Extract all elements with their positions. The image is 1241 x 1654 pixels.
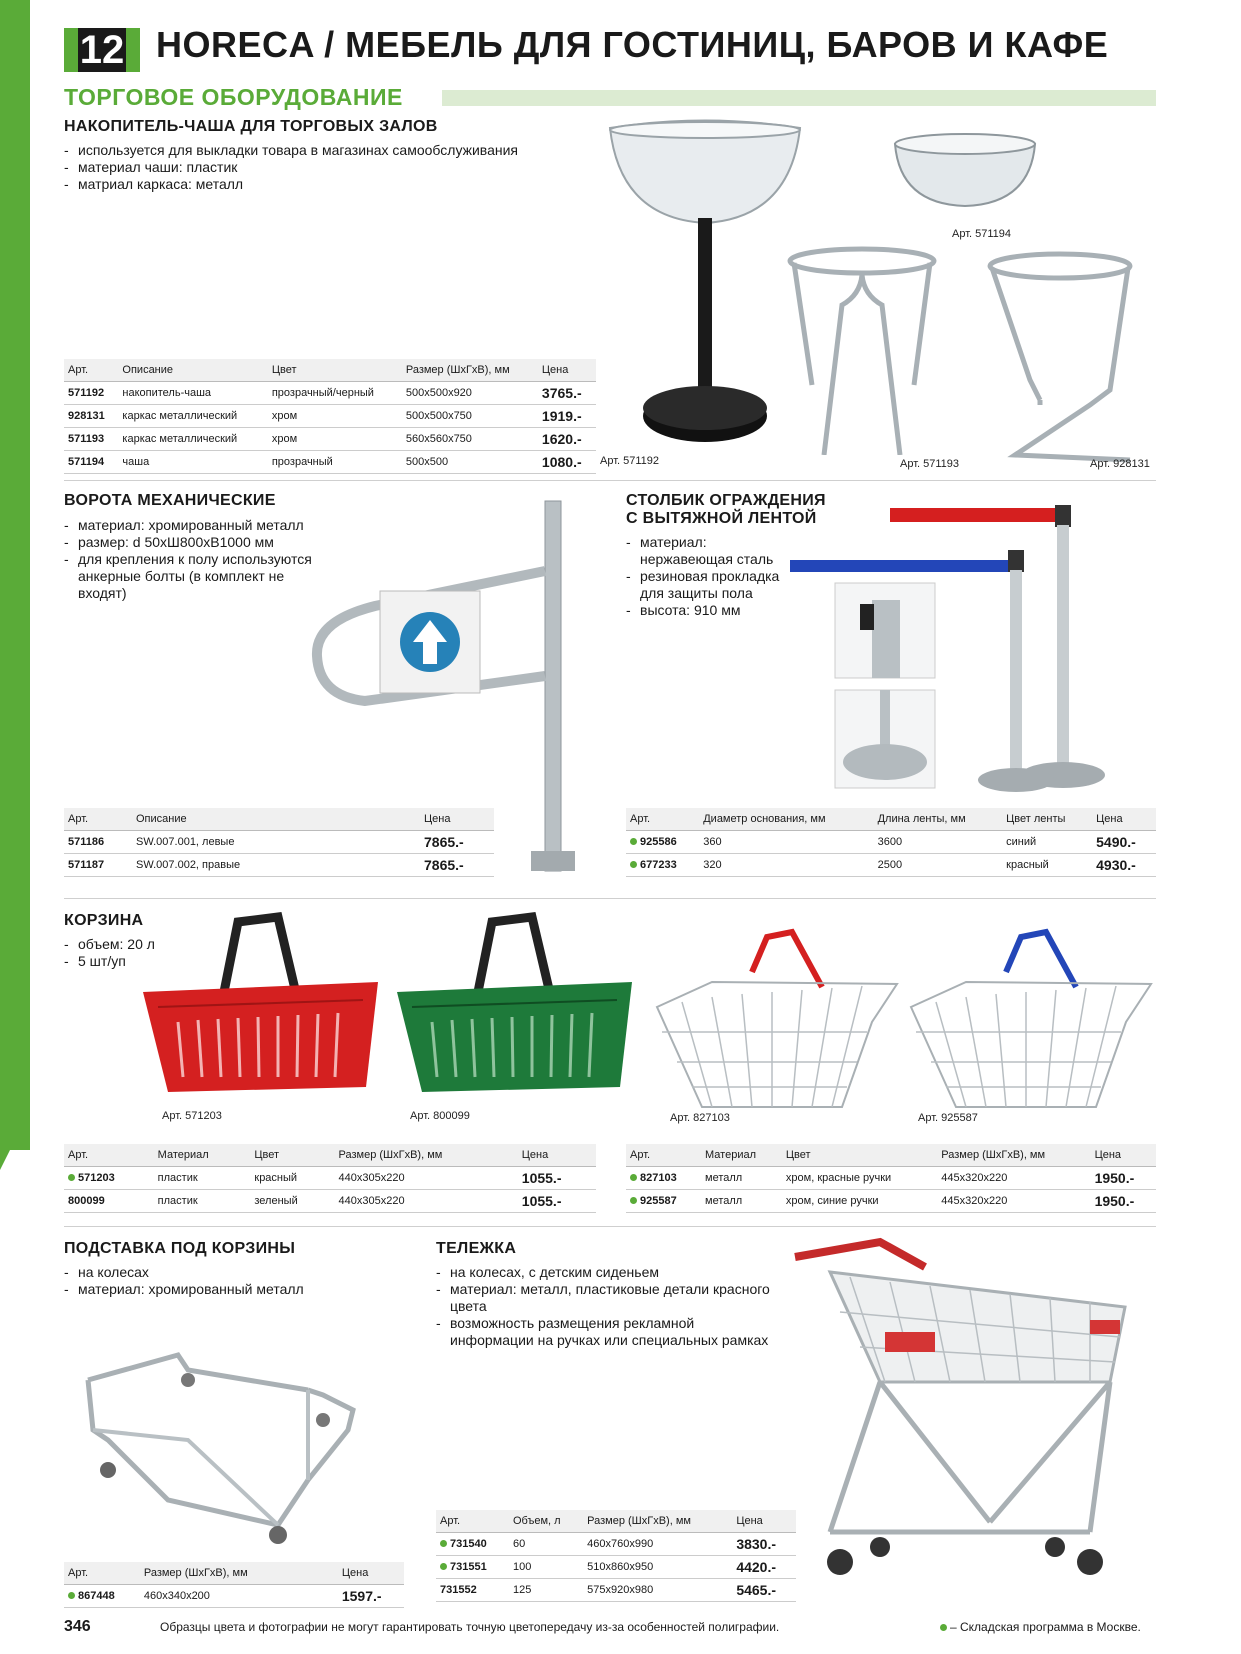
cell-volume: 100 (509, 1556, 583, 1579)
wire-basket-blue-image (906, 912, 1156, 1112)
wire-basket-red-image (652, 912, 902, 1112)
cell-price: 1919.- (538, 405, 596, 428)
col-material: Материал (701, 1144, 782, 1167)
col-color: Цвет (268, 359, 402, 382)
table-row (64, 428, 596, 451)
cell-art: 827103 (626, 1167, 701, 1190)
col-price: Цена (338, 1562, 404, 1585)
cell-art: 925587 (626, 1190, 701, 1213)
cell-price: 1080.- (538, 451, 596, 474)
col-art: Арт. (436, 1510, 509, 1533)
cell-color: прозрачный (268, 451, 402, 474)
basket-stand-image (78, 1350, 363, 1550)
bullet: - на колесах (64, 1264, 384, 1281)
divider (64, 480, 1156, 481)
stock-dot-icon (630, 1174, 637, 1181)
red-basket-image (138, 912, 388, 1112)
cell-art: 571203 (64, 1167, 154, 1190)
bowl-image (890, 126, 1040, 216)
table-row (626, 854, 1156, 877)
cell-size: 440х305х220 (335, 1190, 518, 1213)
bullet: - на колесах, с детским сиденьем (436, 1264, 776, 1281)
cell-desc: каркас металлический (118, 428, 267, 451)
col-volume: Объем, л (509, 1510, 583, 1533)
cell-art: 867448 (64, 1585, 140, 1608)
cart-table (436, 1510, 796, 1602)
table-header-row (64, 1144, 596, 1167)
stand-bullets (64, 1264, 384, 1298)
cell-price: 1055.- (518, 1167, 596, 1190)
section-subtitle: ТОРГОВОЕ ОБОРУДОВАНИЕ (64, 84, 403, 110)
stock-dot-icon (68, 1174, 75, 1181)
table-header-row (64, 1562, 404, 1585)
bullet: - для крепления к полу используются анкерные болты (в комплект не входят) (64, 551, 334, 602)
table-header-row (626, 1144, 1156, 1167)
cell-desc: SW.007.001, левые (132, 831, 420, 854)
table-row (626, 831, 1156, 854)
table-row (64, 405, 596, 428)
gate-title: ВОРОТА МЕХАНИЧЕСКИЕ (64, 492, 276, 509)
basket-table-left (64, 1144, 596, 1213)
col-size: Размер (ШхГхВ), мм (583, 1510, 732, 1533)
cell-price: 7865.- (420, 831, 494, 854)
frame-928131-image (980, 250, 1140, 465)
divider (64, 898, 1156, 899)
bullet: - возможность размещения рекламной информации на ручках или специальных рамках (436, 1315, 776, 1349)
cell-tape-color: синий (1002, 831, 1092, 854)
col-price: Цена (538, 359, 596, 382)
basket-title: КОРЗИНА (64, 912, 144, 929)
edge-tab (0, 0, 30, 1150)
cell-art: 800099 (64, 1190, 154, 1213)
stock-dot-icon (630, 1197, 637, 1204)
cell-material: металл (701, 1190, 782, 1213)
cell-color: хром, красные ручки (782, 1167, 937, 1190)
bullet: - материал чаши: пластик (64, 159, 584, 176)
col-art: Арт. (626, 808, 699, 831)
page-number: 346 (64, 1618, 91, 1635)
basket-table-right (626, 1144, 1156, 1213)
gate-table (64, 808, 494, 877)
table-row (64, 831, 494, 854)
stand-title: ПОДСТАВКА ПОД КОРЗИНЫ (64, 1240, 296, 1257)
bullet: - объем: 20 л (64, 936, 184, 953)
cell-price: 3830.- (732, 1533, 796, 1556)
bullet: - материал: нержавеющая сталь (626, 534, 786, 568)
cell-art: 731551 (436, 1556, 509, 1579)
col-price: Цена (732, 1510, 796, 1533)
cell-desc: SW.007.002, правые (132, 854, 420, 877)
col-color: Цвет (250, 1144, 334, 1167)
cell-color: красный (250, 1167, 334, 1190)
col-art: Арт. (64, 1562, 140, 1585)
stock-dot-icon (440, 1563, 447, 1570)
cell-size: 445х320х220 (937, 1167, 1090, 1190)
bullet: - размер: d 50хШ800хВ1000 мм (64, 534, 334, 551)
bullet: - высота: 910 мм (626, 602, 786, 619)
table-row (64, 1167, 596, 1190)
col-desc: Описание (132, 808, 420, 831)
cell-art: 571186 (64, 831, 132, 854)
cell-price: 1055.- (518, 1190, 596, 1213)
col-size: Размер (ШхГхВ), мм (937, 1144, 1090, 1167)
table-header-row (64, 808, 494, 831)
stand-table (64, 1562, 404, 1608)
col-material: Материал (154, 1144, 251, 1167)
col-art: Арт. (626, 1144, 701, 1167)
cell-desc: каркас металлический (118, 405, 267, 428)
table-header-row (64, 359, 596, 382)
table-row (64, 1190, 596, 1213)
subtitle-rule (442, 90, 1156, 106)
col-price: Цена (1092, 808, 1156, 831)
col-price: Цена (1091, 1144, 1156, 1167)
bullet: - используется для выкладки товара в магазинах самообслуживания (64, 142, 584, 159)
post-table (626, 808, 1156, 877)
cell-price: 4420.- (732, 1556, 796, 1579)
shopping-cart-image (790, 1232, 1150, 1602)
frame-571193-image (782, 245, 942, 455)
caption-925587: Арт. 925587 (918, 1112, 978, 1124)
divider (64, 1226, 1156, 1227)
post-images (790, 500, 1155, 800)
cell-color: хром, синие ручки (782, 1190, 937, 1213)
gate-bullets (64, 517, 334, 602)
cell-size: 445х320х220 (937, 1190, 1090, 1213)
col-length: Длина ленты, мм (874, 808, 1003, 831)
cell-color: хром (268, 405, 402, 428)
cell-art: 928131 (64, 405, 118, 428)
table-row (64, 854, 494, 877)
chapter-number: 12 (64, 28, 140, 72)
post-title-line1: СТОЛБИК ОГРАЖДЕНИЯ (626, 492, 826, 509)
col-price: Цена (420, 808, 494, 831)
cell-length: 2500 (874, 854, 1003, 877)
cell-price: 1950.- (1091, 1190, 1156, 1213)
col-tape-color: Цвет ленты (1002, 808, 1092, 831)
bowl-stand-image (600, 118, 810, 458)
bullet: - матриал каркаса: металл (64, 176, 584, 193)
col-size: Размер (ШхГхВ), мм (140, 1562, 338, 1585)
cell-size: 500х500х750 (402, 405, 538, 428)
col-price: Цена (518, 1144, 596, 1167)
cell-size: 510х860х950 (583, 1556, 732, 1579)
bowl-bullets (64, 142, 584, 193)
table-row (626, 1167, 1156, 1190)
cell-price: 1620.- (538, 428, 596, 451)
cell-art: 571194 (64, 451, 118, 474)
cell-art: 677233 (626, 854, 699, 877)
post-title-line2: С ВЫТЯЖНОЙ ЛЕНТОЙ (626, 510, 817, 527)
cell-length: 3600 (874, 831, 1003, 854)
cell-size: 560х560х750 (402, 428, 538, 451)
cell-color: прозрачный/черный (268, 382, 402, 405)
col-desc: Описание (118, 359, 267, 382)
cell-diameter: 360 (699, 831, 873, 854)
caption-827103: Арт. 827103 (670, 1112, 730, 1124)
col-size: Размер (ШхГхВ), мм (335, 1144, 518, 1167)
cell-desc: накопитель-чаша (118, 382, 267, 405)
cell-price: 4930.- (1092, 854, 1156, 877)
table-row (64, 451, 596, 474)
cell-art: 731552 (436, 1579, 509, 1602)
cell-price: 5490.- (1092, 831, 1156, 854)
cell-art: 925586 (626, 831, 699, 854)
table-row (436, 1579, 796, 1602)
stock-dot-icon (630, 838, 637, 845)
cell-size: 460х340х200 (140, 1585, 338, 1608)
cell-size: 460х760х990 (583, 1533, 732, 1556)
table-row (436, 1533, 796, 1556)
table-header-row (626, 808, 1156, 831)
cell-art: 571192 (64, 382, 118, 405)
cell-size: 500х500х920 (402, 382, 538, 405)
caption-800099: Арт. 800099 (410, 1110, 470, 1122)
stock-dot-icon (940, 1624, 947, 1631)
cell-price: 7865.- (420, 854, 494, 877)
cell-size: 500х500 (402, 451, 538, 474)
cell-size: 575х920х980 (583, 1579, 732, 1602)
cell-art: 731540 (436, 1533, 509, 1556)
cell-art: 571193 (64, 428, 118, 451)
col-size: Размер (ШхГхВ), мм (402, 359, 538, 382)
cart-title: ТЕЛЕЖКА (436, 1240, 517, 1257)
caption-571203: Арт. 571203 (162, 1110, 222, 1122)
col-art: Арт. (64, 1144, 154, 1167)
col-art: Арт. (64, 359, 118, 382)
cell-material: пластик (154, 1167, 251, 1190)
bowl-table (64, 359, 596, 474)
footer-note: Образцы цвета и фотографии не могут гарантировать точную цветопередачу из-за особенностей полиграфии. (160, 1620, 780, 1634)
cell-price: 3765.- (538, 382, 596, 405)
stock-dot-icon (440, 1540, 447, 1547)
table-row (64, 382, 596, 405)
cell-material: металл (701, 1167, 782, 1190)
footer-legend: – Складская программа в Москве. (940, 1620, 1141, 1634)
cell-tape-color: красный (1002, 854, 1092, 877)
cell-desc: чаша (118, 451, 267, 474)
col-diameter: Диаметр основания, мм (699, 808, 873, 831)
col-color: Цвет (782, 1144, 937, 1167)
col-art: Арт. (64, 808, 132, 831)
table-row (626, 1190, 1156, 1213)
cell-color: зеленый (250, 1190, 334, 1213)
cell-price: 1950.- (1091, 1167, 1156, 1190)
caption-571193: Арт. 571193 (900, 458, 960, 470)
table-row (64, 1585, 404, 1608)
cell-art: 571187 (64, 854, 132, 877)
bullet: - материал: металл, пластиковые детали красного цвета (436, 1281, 776, 1315)
edge-tab-tip (0, 1110, 30, 1170)
post-bullets (626, 534, 786, 619)
cell-volume: 125 (509, 1579, 583, 1602)
caption-928131: Арт. 928131 (1090, 458, 1150, 470)
table-row (436, 1556, 796, 1579)
bullet: - материал: хромированный металл (64, 517, 334, 534)
caption-571192: Арт. 571192 (600, 455, 660, 467)
cell-price: 1597.- (338, 1585, 404, 1608)
cell-diameter: 320 (699, 854, 873, 877)
stock-dot-icon (630, 861, 637, 868)
cell-volume: 60 (509, 1533, 583, 1556)
bullet: - материал: хромированный металл (64, 1281, 384, 1298)
caption-571194: Арт. 571194 (952, 228, 1012, 240)
table-header-row (436, 1510, 796, 1533)
stock-dot-icon (68, 1592, 75, 1599)
cart-bullets (436, 1264, 776, 1349)
cell-material: пластик (154, 1190, 251, 1213)
bullet: - 5 шт/уп (64, 953, 184, 970)
bowl-title: НАКОПИТЕЛЬ-ЧАША ДЛЯ ТОРГОВЫХ ЗАЛОВ (64, 118, 438, 135)
cell-color: хром (268, 428, 402, 451)
cell-size: 440х305х220 (335, 1167, 518, 1190)
cell-price: 5465.- (732, 1579, 796, 1602)
page-title: HORECA / МЕБЕЛЬ ДЛЯ ГОСТИНИЦ, БАРОВ И КАФЕ (156, 24, 1109, 65)
bullet: - резиновая прокладка для защиты пола (626, 568, 786, 602)
green-basket-image (392, 912, 642, 1112)
